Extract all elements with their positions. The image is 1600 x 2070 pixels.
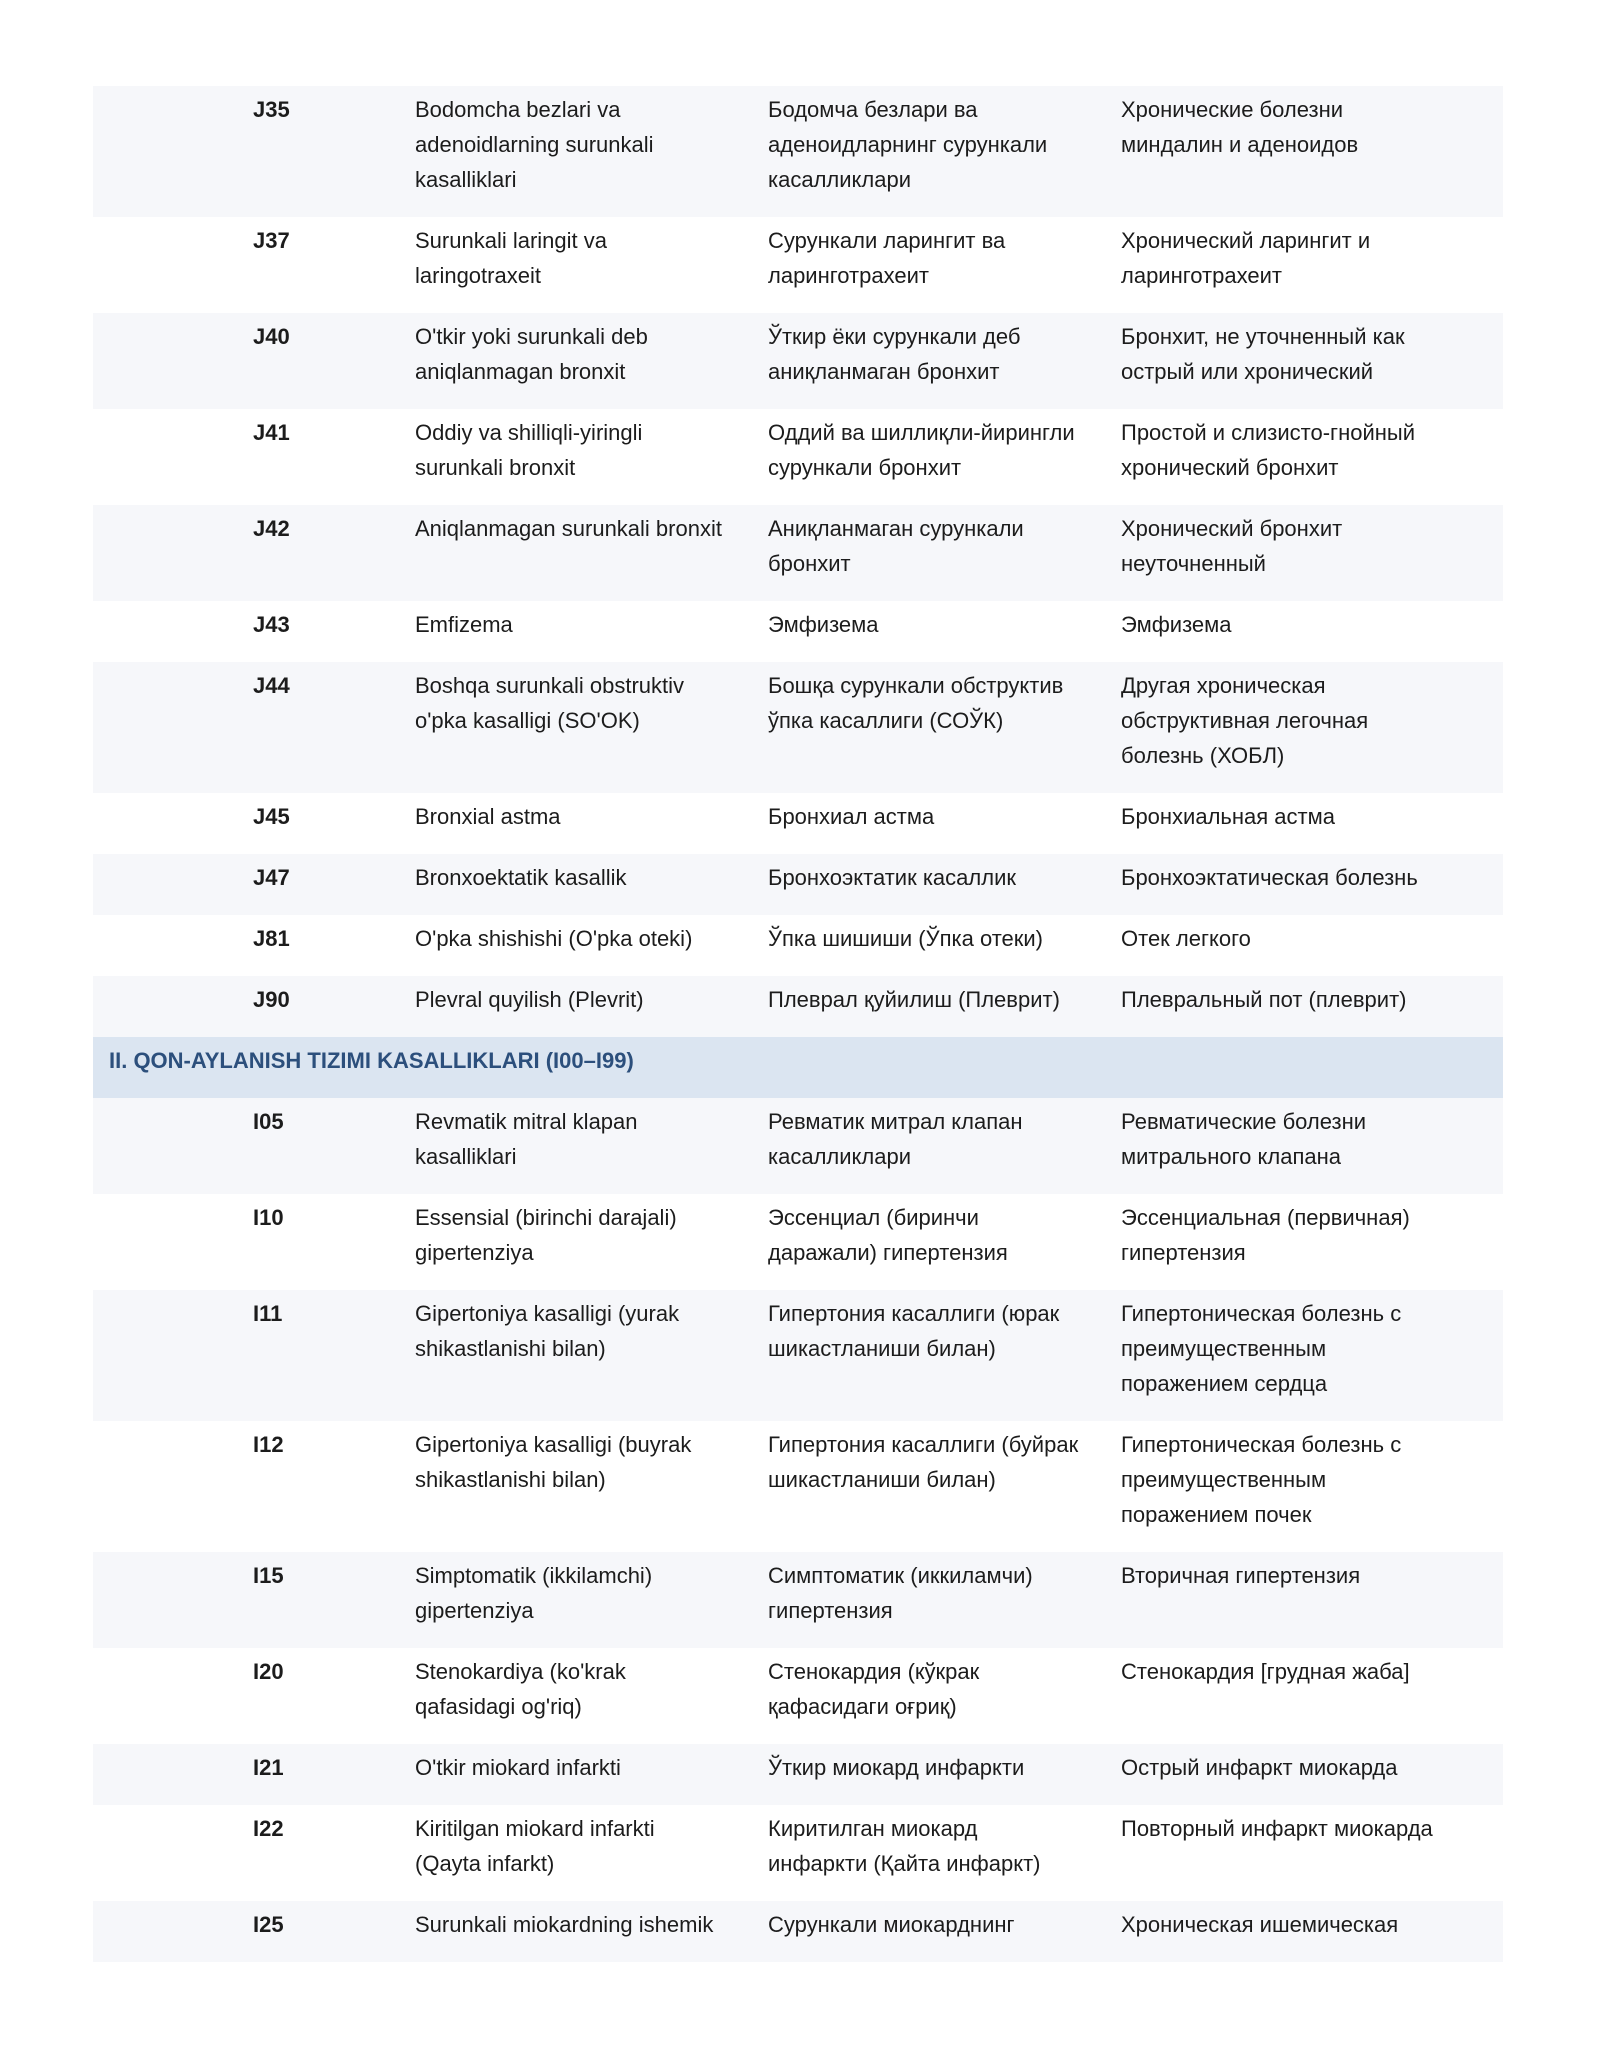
uzbek-latin-name: Oddiy va shilliqli-yiringli surunkali bronxit: [415, 420, 643, 480]
circulatory-rows: [93, 1098, 1503, 1962]
icd-code: J47: [253, 865, 290, 890]
icd-code: J44: [253, 673, 290, 698]
uzbek-cyrillic-name: Бронхоэктатик касаллик: [768, 865, 1016, 890]
uzbek-latin-name: Simptomatik (ikkilamchi) gipertenziya: [415, 1563, 653, 1623]
russian-name: Хронический бронхит неуточненный: [1121, 516, 1343, 576]
table-row: [93, 1744, 1503, 1805]
uzbek-latin-name: Stenokardiya (ko'krak qafasidagi og'riq): [415, 1659, 626, 1719]
icd-code: I11: [253, 1301, 283, 1326]
russian-name: Хронические болезни миндалин и аденоидов: [1121, 97, 1359, 157]
russian-name: Простой и слизисто-гнойный хронический бронхит: [1121, 420, 1415, 480]
russian-name: Гипертоническая болезнь с преимущественным поражением почек: [1121, 1432, 1402, 1527]
uzbek-latin-name: Essensial (birinchi darajali) gipertenziya: [415, 1205, 677, 1265]
uzbek-cyrillic-name: Оддий ва шиллиқли-йирингли сурункали бронхит: [768, 420, 1075, 480]
table-row: [93, 1290, 1503, 1421]
diagnosis-code-table: [93, 86, 1503, 1962]
icd-code: I05: [253, 1109, 284, 1134]
respiratory-rows: [93, 86, 1503, 1037]
russian-name: Бронхоэктатическая болезнь: [1121, 865, 1418, 890]
icd-code: I25: [253, 1912, 284, 1937]
russian-name: Повторный инфаркт миокарда: [1121, 1816, 1433, 1841]
uzbek-latin-name: Gipertoniya kasalligi (yurak shikastlanishi bilan): [415, 1301, 680, 1361]
uzbek-latin-name: Bronxoektatik kasallik: [415, 865, 627, 890]
icd-code: J90: [253, 987, 290, 1012]
uzbek-cyrillic-name: Ревматик митрал клапан касалликлари: [768, 1109, 1023, 1169]
table-row: [93, 1421, 1503, 1552]
uzbek-cyrillic-name: Эссенциал (биринчи даражали) гипертензия: [768, 1205, 1008, 1265]
icd-code: I15: [253, 1563, 284, 1588]
uzbek-cyrillic-name: Гипертония касаллиги (буйрак шикастланиши билан): [768, 1432, 1079, 1492]
table-row: [93, 1552, 1503, 1648]
icd-code: I22: [253, 1816, 284, 1841]
uzbek-latin-name: Plevral quyilish (Plevrit): [415, 987, 644, 1012]
table-row: [93, 1648, 1503, 1744]
icd-code: I10: [253, 1205, 284, 1230]
uzbek-latin-name: Bronxial astma: [415, 804, 561, 829]
uzbek-latin-name: Bodomcha bezlari va adenoidlarning surunkali kasalliklari: [415, 97, 654, 192]
uzbek-latin-name: Boshqa surunkali obstruktiv o'pka kasalligi (SO'OK): [415, 673, 685, 733]
icd-code: I20: [253, 1659, 284, 1684]
russian-name: Хронический ларингит и ларинготрахеит: [1121, 228, 1371, 288]
table-row: [93, 505, 1503, 601]
uzbek-cyrillic-name: Киритилган миокард инфаркти (Қайта инфаркт): [768, 1816, 1041, 1876]
table-row: [93, 976, 1503, 1037]
icd-code: J35: [253, 97, 290, 122]
uzbek-latin-name: Revmatik mitral klapan kasalliklari: [415, 1109, 638, 1169]
uzbek-latin-name: Gipertoniya kasalligi (buyrak shikastlanishi bilan): [415, 1432, 692, 1492]
russian-name: Эмфизема: [1121, 612, 1232, 637]
russian-name: Эссенциальная (первичная) гипертензия: [1121, 1205, 1410, 1265]
uzbek-latin-name: Surunkali miokardning ishemik: [415, 1912, 714, 1937]
table-row: [93, 1194, 1503, 1290]
uzbek-cyrillic-name: Ўткир миокард инфаркти: [768, 1755, 1025, 1780]
table-row: [93, 313, 1503, 409]
uzbek-cyrillic-name: Бронхиал астма: [768, 804, 935, 829]
uzbek-latin-name: O'pka shishishi (O'pka oteki): [415, 926, 693, 951]
table-row: [93, 1901, 1503, 1962]
uzbek-cyrillic-name: Эмфизема: [768, 612, 879, 637]
russian-name: Гипертоническая болезнь с преимущественным поражением сердца: [1121, 1301, 1402, 1396]
uzbek-cyrillic-name: Ўпка шишиши (Ўпка отеки): [768, 926, 1043, 951]
uzbek-latin-name: Emfizema: [415, 612, 513, 637]
uzbek-latin-name: Surunkali laringit va laringotraxeit: [415, 228, 607, 288]
section-header-circulatory: II. QON-AYLANISH TIZIMI KASALLIKLARI (I00–I99): [93, 1037, 1503, 1098]
icd-code: J41: [253, 420, 290, 445]
table-row: [93, 1098, 1503, 1194]
uzbek-cyrillic-name: Плеврал қуйилиш (Плеврит): [768, 987, 1060, 1012]
uzbek-cyrillic-name: Бодомча безлари ва аденоидларнинг сурункали касалликлари: [768, 97, 1048, 192]
uzbek-latin-name: Kiritilgan miokard infarkti (Qayta infarkt): [415, 1816, 655, 1876]
icd-code: I21: [253, 1755, 284, 1780]
table-row: [93, 409, 1503, 505]
uzbek-latin-name: O'tkir miokard infarkti: [415, 1755, 621, 1780]
russian-name: Ревматические болезни митрального клапана: [1121, 1109, 1367, 1169]
table-row: [93, 915, 1503, 976]
russian-name: Вторичная гипертензия: [1121, 1563, 1361, 1588]
uzbek-cyrillic-name: Ўткир ёки сурункали деб аниқланмаган бронхит: [768, 324, 1021, 384]
uzbek-cyrillic-name: Сурункали миокарднинг: [768, 1912, 1015, 1937]
russian-name: Плевральный пот (плеврит): [1121, 987, 1407, 1012]
icd-code: J43: [253, 612, 290, 637]
icd-code: J42: [253, 516, 290, 541]
table-row: [93, 662, 1503, 793]
russian-name: Другая хроническая обструктивная легочная болезнь (ХОБЛ): [1121, 673, 1369, 768]
uzbek-cyrillic-name: Аниқланмаган сурункали бронхит: [768, 516, 1024, 576]
russian-name: Бронхит, не уточненный как острый или хронический: [1121, 324, 1405, 384]
uzbek-latin-name: O'tkir yoki surunkali deb aniqlanmagan bronxit: [415, 324, 648, 384]
table-row: [93, 86, 1503, 217]
table-row: [93, 854, 1503, 915]
uzbek-cyrillic-name: Гипертония касаллиги (юрак шикастланиши билан): [768, 1301, 1060, 1361]
icd-code: I12: [253, 1432, 284, 1457]
uzbek-cyrillic-name: Сурункали ларингит ва ларинготрахеит: [768, 228, 1006, 288]
uzbek-cyrillic-name: Стенокардия (кўкрак қафасидаги оғриқ): [768, 1659, 980, 1719]
icd-code: J81: [253, 926, 290, 951]
table-row: [93, 793, 1503, 854]
russian-name: Хроническая ишемическая: [1121, 1912, 1399, 1937]
table-row: [93, 217, 1503, 313]
icd-code: J40: [253, 324, 290, 349]
uzbek-cyrillic-name: Симптоматик (иккиламчи) гипертензия: [768, 1563, 1033, 1623]
icd-code: J45: [253, 804, 290, 829]
uzbek-latin-name: Aniqlanmagan surunkali bronxit: [415, 516, 722, 541]
table-row: [93, 1805, 1503, 1901]
icd-code: J37: [253, 228, 290, 253]
table-row: [93, 601, 1503, 662]
russian-name: Острый инфаркт миокарда: [1121, 1755, 1398, 1780]
russian-name: Бронхиальная астма: [1121, 804, 1335, 829]
russian-name: Отек легкого: [1121, 926, 1251, 951]
uzbek-cyrillic-name: Бошқа сурункали обструктив ўпка касаллиги (СОЎК): [768, 673, 1064, 733]
russian-name: Стенокардия [грудная жаба]: [1121, 1659, 1410, 1684]
